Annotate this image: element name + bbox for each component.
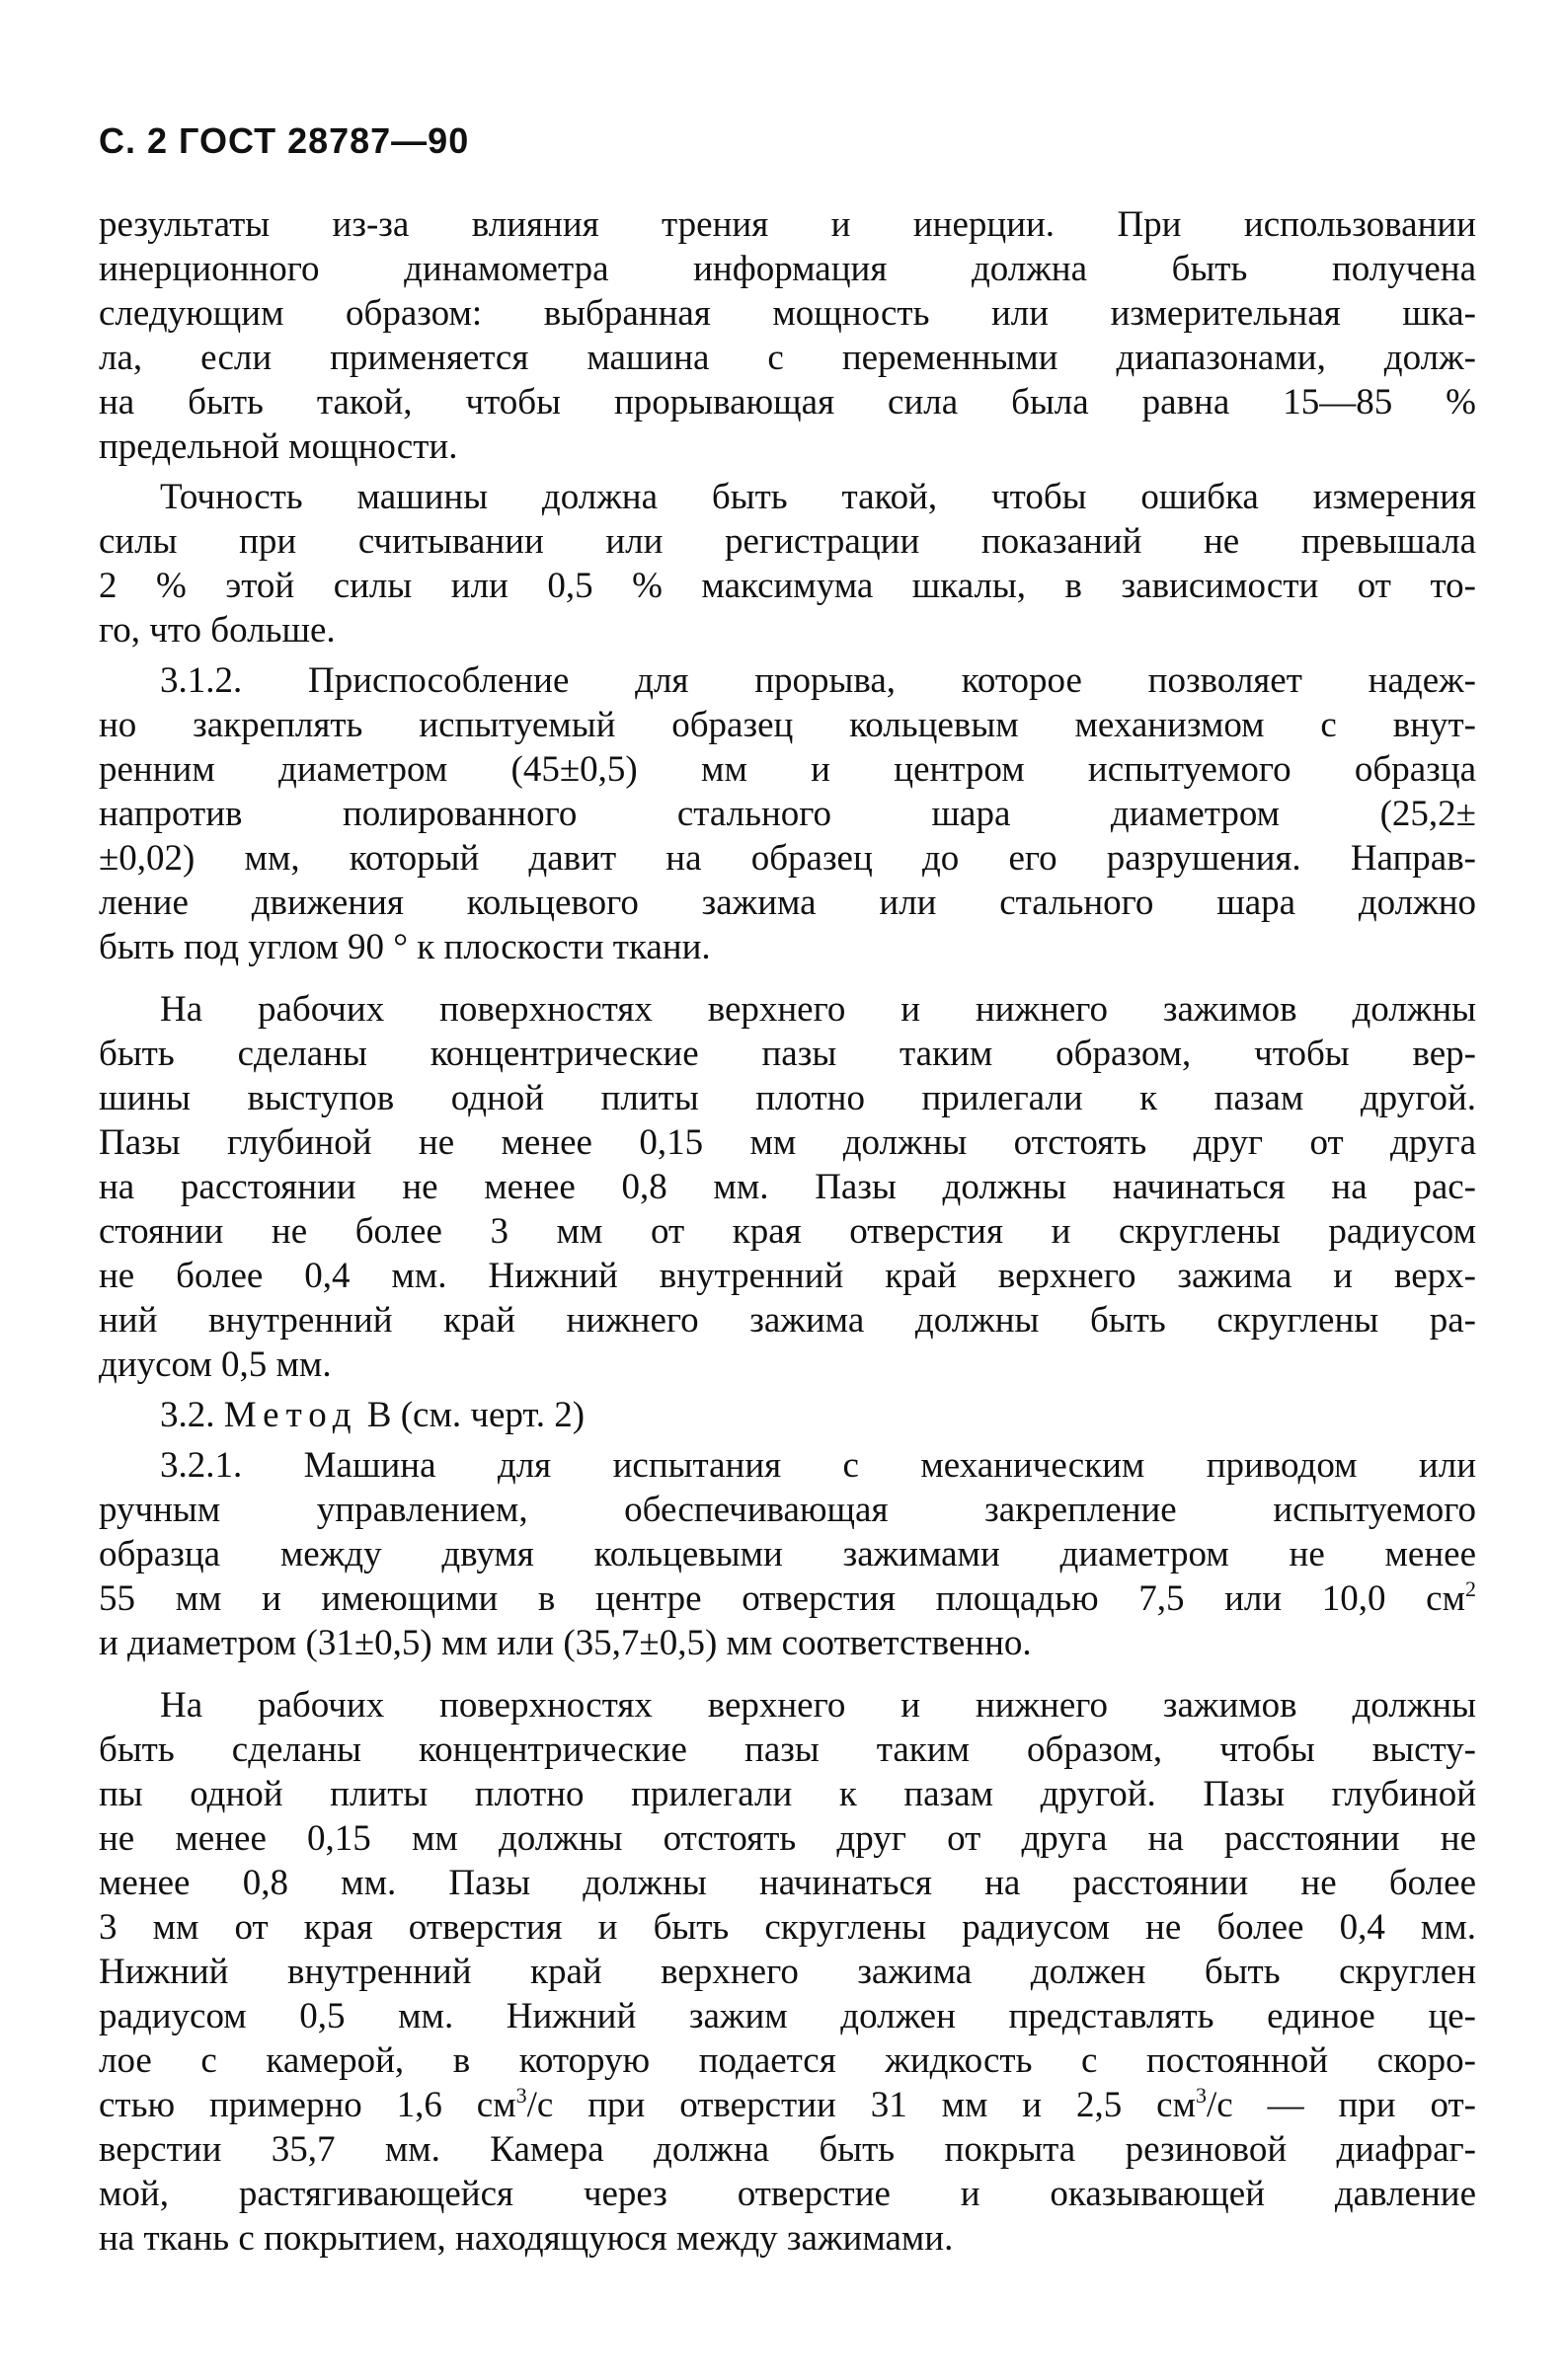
paragraph-3-1-2: [99, 658, 1476, 969]
text-line: стоянии не более 3 мм от края отверстия и скруглены радиусом: [99, 1211, 1476, 1252]
page-header: [99, 120, 469, 162]
text-line: на быть такой, чтобы прорывающая сила была равна 15—85 %: [99, 382, 1476, 422]
text-segment: /с — при от-: [1207, 2085, 1476, 2125]
superscript: 3: [515, 2083, 527, 2108]
text-line: менее 0,8 мм. Пазы должны начинаться на расстоянии не более: [99, 1863, 1476, 1903]
text-line: На рабочих поверхностях верхнего и нижнего зажимов должны: [160, 989, 1476, 1030]
text-line: ление движения кольцевого зажима или стального шара должно: [99, 883, 1476, 923]
text-line: быть сделаны концентрические пазы таким образом, чтобы вер-: [99, 1034, 1476, 1074]
text-line: ручным управлением, обеспечивающая закрепление испытуемого: [99, 1490, 1476, 1530]
section-number: 3.2.: [160, 1395, 215, 1435]
text-line: на расстоянии не менее 0,8 мм. Пазы должны начинаться на рас-: [99, 1167, 1476, 1207]
page-number: С. 2: [99, 120, 169, 161]
text-line: не более 0,4 мм. Нижний внутренний край верхнего зажима и верх-: [99, 1256, 1476, 1296]
standard-number: ГОСТ 28787—90: [179, 120, 470, 161]
text-line: пы одной плиты плотно прилегали к пазам другой. Пазы глубиной: [99, 1774, 1476, 1814]
text-line: не менее 0,15 мм должны отстоять друг от друга на расстоянии не: [99, 1818, 1476, 1859]
document-body: [99, 202, 1476, 2261]
text-line: но закреплять испытуемый образец кольцевым механизмом с внут-: [99, 705, 1476, 745]
text-line: [99, 1393, 1476, 1437]
text-line: ренним диаметром (45±0,5) мм и центром испытуемого образца: [99, 749, 1476, 790]
superscript: 3: [1196, 2083, 1207, 2108]
text-line: и диаметром (31±0,5) мм или (35,7±0,5) мм соответственно.: [99, 1623, 1032, 1663]
section-heading-3-2: [99, 1393, 1476, 1437]
text-segment: 55 мм и имеющими в центре отверстия площадью 7,5 или 10,0 см: [99, 1578, 1465, 1619]
superscript: 2: [1465, 1576, 1476, 1601]
method-label: Метод: [223, 1395, 358, 1435]
text-line: предельной мощности.: [99, 426, 458, 467]
text-line: на ткань с покрытием, находящуюся между зажимами.: [99, 2218, 954, 2259]
text-line: го, что больше.: [99, 610, 336, 651]
text-line: следующим образом: выбранная мощность или измерительная шка-: [99, 293, 1476, 334]
text-line: На рабочих поверхностях верхнего и нижнего зажимов должны: [160, 1685, 1476, 1726]
text-line: быть сделаны концентрические пазы таким образом, чтобы высту-: [99, 1729, 1476, 1770]
text-line: [99, 2083, 1476, 2127]
text-line: ±0,02) мм, который давит на образец до его разрушения. Направ-: [99, 838, 1476, 879]
text-line: радиусом 0,5 мм. Нижний зажим должен представлять единое це-: [99, 1996, 1476, 2036]
text-line: результаты из-за влияния трения и инерции. При использовании: [99, 204, 1476, 245]
paragraph: [99, 987, 1476, 1387]
text-line: образца между двумя кольцевыми зажимами диаметром не менее: [99, 1534, 1476, 1574]
text-line: инерционного динамометра информация должна быть получена: [99, 249, 1476, 289]
text-line: шины выступов одной плиты плотно прилегали к пазам другой.: [99, 1078, 1476, 1118]
text-line: [99, 1576, 1476, 1621]
text-line: 3.1.2. Приспособление для прорыва, которое позволяет надеж-: [160, 660, 1476, 701]
text-line: силы при считывании или регистрации показаний не превышала: [99, 521, 1476, 562]
paragraph: [99, 202, 1476, 469]
text-line: лое с камерой, в которую подается жидкость с постоянной скоро-: [99, 2040, 1476, 2081]
text-line: напротив полированного стального шара диаметром (25,2±: [99, 794, 1476, 834]
text-line: 3.2.1. Машина для испытания с механическим приводом или: [160, 1445, 1476, 1486]
method-name: В (см. черт. 2): [366, 1395, 586, 1435]
text-line: диусом 0,5 мм.: [99, 1344, 332, 1385]
text-line: Пазы глубиной не менее 0,15 мм должны отстоять друг от друга: [99, 1122, 1476, 1163]
text-line: Нижний внутренний край верхнего зажима должен быть скруглен: [99, 1952, 1476, 1992]
text-line: ний внутренний край нижнего зажима должны быть скруглены ра-: [99, 1300, 1476, 1341]
text-line: 2 % этой силы или 0,5 % максимума шкалы, в зависимости от то-: [99, 566, 1476, 606]
text-line: быть под углом 90 ° к плоскости ткани.: [99, 927, 711, 967]
paragraph: [99, 475, 1476, 653]
text-line: Точность машины должна быть такой, чтобы ошибка измерения: [160, 477, 1476, 517]
paragraph-3-2-1: [99, 1443, 1476, 1665]
text-segment: /с при отверстии 31 мм и 2,5 см: [526, 2085, 1196, 2125]
text-line: 3 мм от края отверстия и быть скруглены радиусом не более 0,4 мм.: [99, 1907, 1476, 1948]
text-segment: стью примерно 1,6 см: [99, 2085, 516, 2125]
text-line: ла, если применяется машина с переменными диапазонами, долж-: [99, 338, 1476, 378]
text-line: верстии 35,7 мм. Камера должна быть покрыта резиновой диафраг-: [99, 2129, 1476, 2170]
text-line: мой, растягивающейся через отверстие и оказывающей давление: [99, 2174, 1476, 2214]
paragraph: [99, 1683, 1476, 2261]
